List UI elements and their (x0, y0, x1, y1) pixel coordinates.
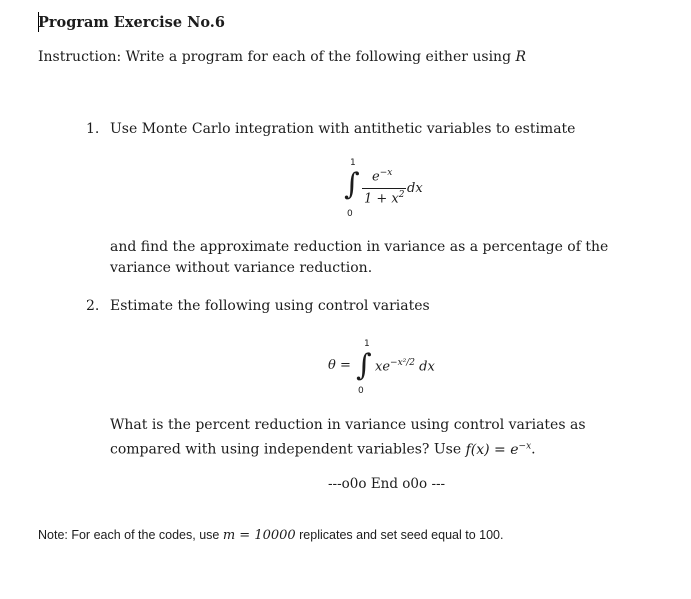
note-math: m = 10000 (222, 528, 296, 543)
item-1 (86, 121, 575, 137)
item-1-number: 1. (86, 121, 100, 137)
integral-1-lower: 0 (347, 209, 353, 219)
instruction-language: R (515, 49, 527, 65)
integral-2-sign: ∫ (356, 348, 372, 383)
integral-1-differential: dx (407, 181, 423, 196)
integral-2-upper: 1 (364, 339, 370, 349)
item-1-text: Use Monte Carlo integration with antithetic variables to estimate (110, 121, 576, 137)
item-2 (86, 298, 430, 314)
note-line: Note: For each of the codes, use m = 10000 replicates and set seed equal to 100. (38, 528, 504, 543)
item-1-followup: and find the approximate reduction in variance as a percentage of the variance without variance reduction. (110, 239, 609, 276)
integral-2-integrand: $xe^{-x^2/2}$ dx (375, 358, 435, 375)
integral-1-numerator: $e^{-x}$ (372, 168, 393, 185)
integral-1-fraction-line (362, 188, 406, 189)
item-2-followup: What is the percent reduction in variance using control variates as compared with using independent variables? Use $f(x) = e^{-x}$. (110, 417, 586, 458)
item-2-number: 2. (86, 298, 100, 314)
instruction-text: Instruction: Write a program for each of the following either using (38, 49, 516, 65)
end-marker: ---o0o End o0o --- (328, 476, 446, 492)
integral-2-lower: 0 (358, 386, 364, 396)
integral-1-denominator: $1 + x^2$ (364, 190, 405, 207)
integral-1-sign: ∫ (344, 167, 360, 202)
document-title: Program Exercise No.6 (38, 14, 225, 31)
instruction-line (38, 49, 526, 65)
integral-2-lhs: θ = (328, 358, 351, 373)
integral-1-upper: 1 (350, 158, 356, 168)
item-2-text: Estimate the following using control variates (110, 298, 430, 314)
control-variate-function: $f(x) = e^{-x}$ (465, 441, 532, 458)
